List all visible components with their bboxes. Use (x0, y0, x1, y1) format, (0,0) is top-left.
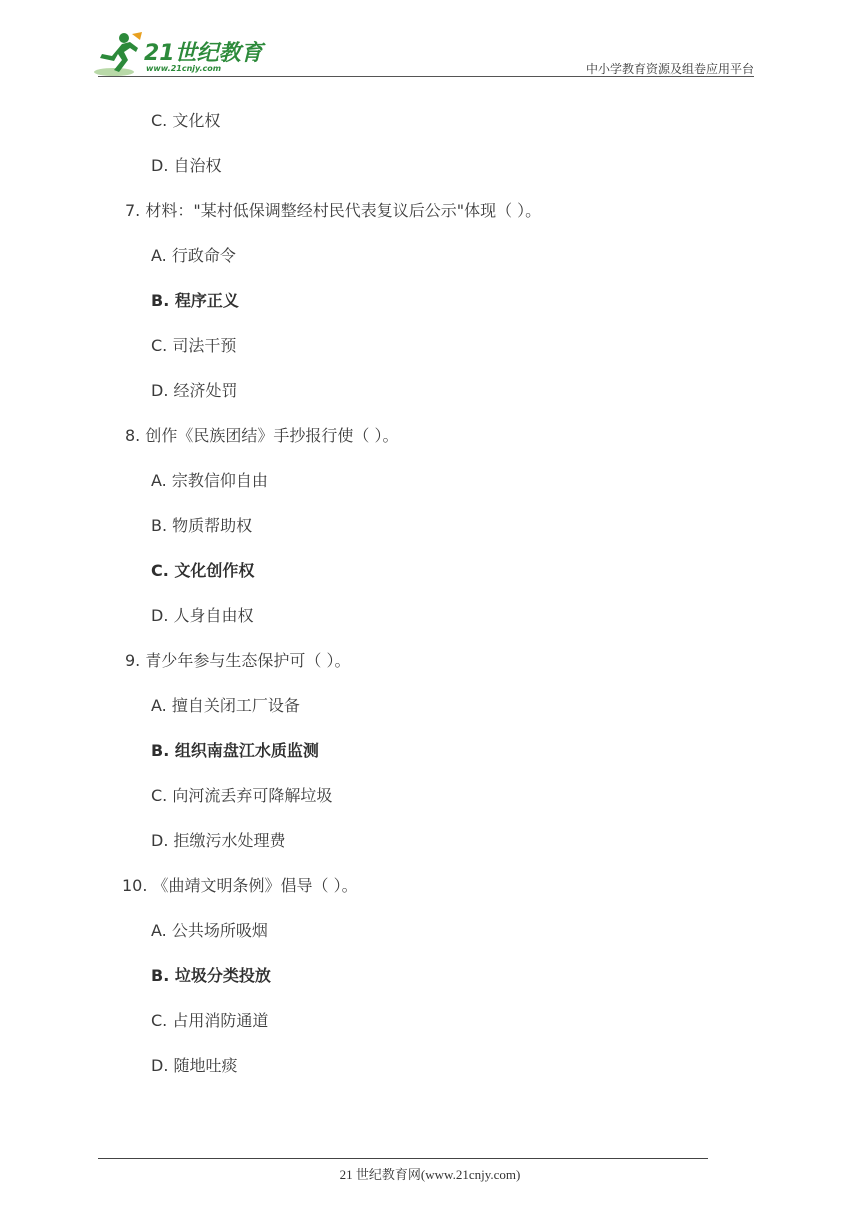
option-d-q9: D. 拒缴污水处理费 (151, 831, 286, 850)
option-b-q9-answer: B. 组织南盘江水质监测 (151, 741, 319, 760)
page-header (0, 0, 860, 90)
option-c-q10: C. 占用消防通道 (151, 1011, 269, 1030)
option-b-q10-answer: B. 垃圾分类投放 (151, 966, 271, 985)
option-a-q9: A. 擅自关闭工厂设备 (151, 696, 300, 715)
option-d-q6: D. 自治权 (151, 156, 222, 175)
logo-title: 21世纪教育 (144, 41, 263, 66)
header-platform-text: 中小学教育资源及组卷应用平台 (585, 62, 754, 76)
option-a-q8: A. 宗教信仰自由 (151, 471, 268, 490)
site-logo (92, 30, 262, 80)
option-d-q7: D. 经济处罚 (151, 381, 238, 400)
option-a-q10: A. 公共场所吸烟 (151, 921, 268, 940)
question-8: 8. 创作《民族团结》手抄报行使（ ）。 (125, 426, 399, 445)
header-divider (98, 76, 754, 77)
question-7: 7. 材料："某村低保调整经村民代表复议后公示"体现（ ）。 (125, 201, 542, 220)
footer-site-link[interactable]: 21 世纪教育网(www.21cnjy.com) (339, 1167, 521, 1182)
option-c-q7: C. 司法干预 (151, 336, 237, 355)
option-d-q10: D. 随地吐痰 (151, 1056, 238, 1075)
option-d-q8: D. 人身自由权 (151, 606, 254, 625)
question-10: 10. 《曲靖文明条例》倡导（ ）。 (122, 876, 358, 895)
footer-divider (98, 1158, 708, 1159)
option-a-q7: A. 行政命令 (151, 246, 236, 265)
option-c-q6: C. 文化权 (151, 111, 221, 130)
option-b-q8: B. 物质帮助权 (151, 516, 253, 535)
logo-url: www.21cnjy.com (146, 64, 222, 73)
runner-logo-icon (92, 30, 144, 80)
option-c-q8-answer: C. 文化创作权 (151, 561, 255, 580)
option-c-q9: C. 向河流丢弃可降解垃圾 (151, 786, 333, 805)
question-9: 9. 青少年参与生态保护可（ ）。 (125, 651, 351, 670)
option-b-q7-answer: B. 程序正义 (151, 291, 239, 310)
